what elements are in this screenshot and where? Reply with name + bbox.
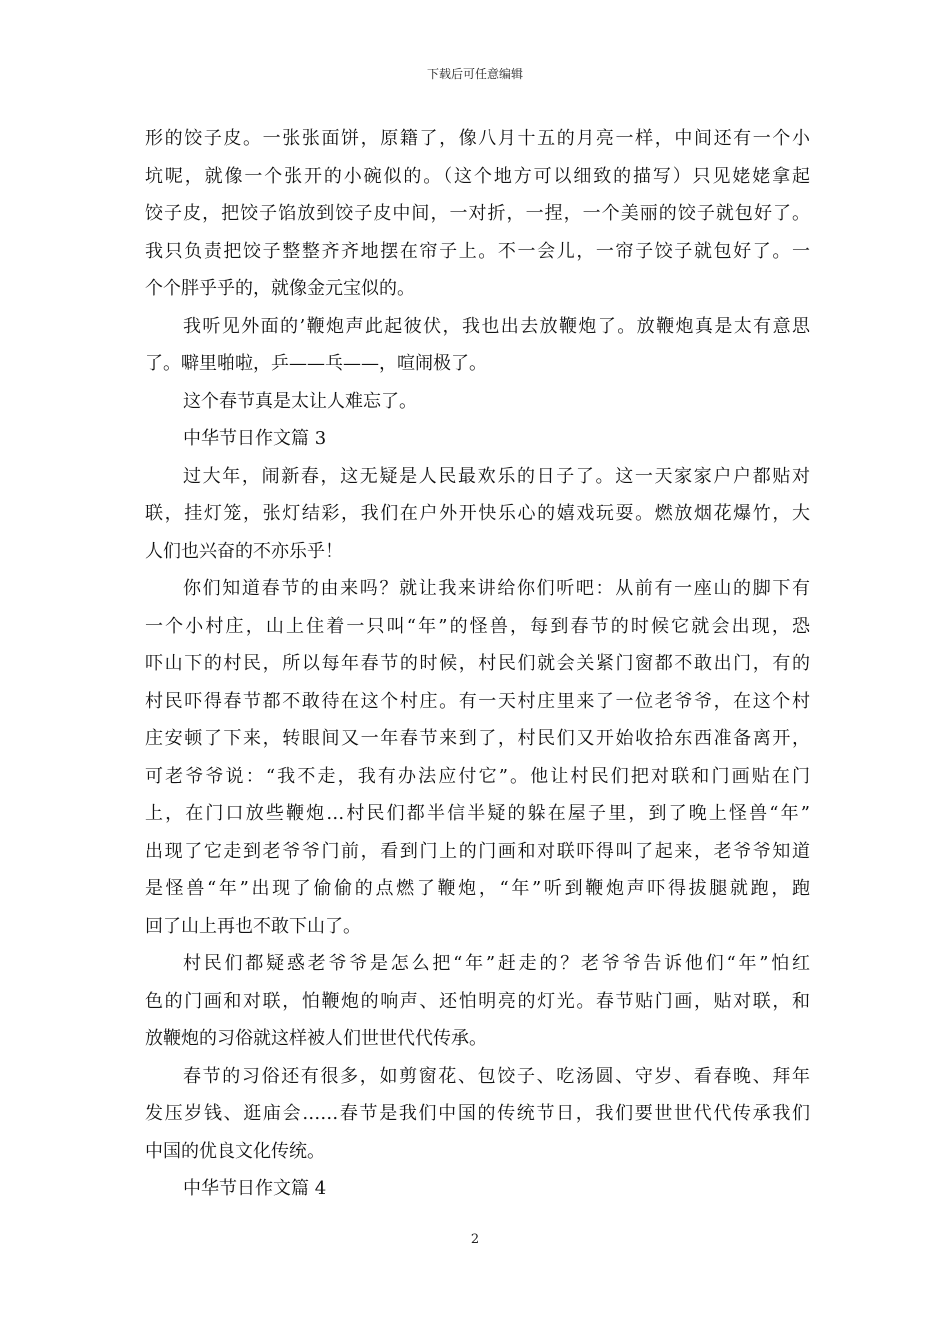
text-line: 这个春节真是太让人难忘了。 — [183, 390, 417, 412]
text-line: 回了山上再也不敢下山了。 — [145, 915, 361, 937]
text-line: 过大年，闹新春，这无疑是人民最欢乐的日子了。这一天家家户户都贴对 — [183, 465, 810, 487]
text-line: 中国的优良文化传统。 — [145, 1140, 325, 1162]
text-line: 人们也兴奋的不亦乐乎！ — [145, 540, 343, 562]
text-line: 色的门画和对联，怕鞭炮的响声、还怕明亮的灯光。春节贴门画，贴对联，和 — [145, 990, 810, 1012]
page-header: 下载后可任意编辑 — [426, 67, 523, 81]
text-line: 个个胖乎乎的，就像金元宝似的。 — [145, 278, 415, 299]
text-line: 村民吓得春节都不敢待在这个村庄。有一天村庄里来了一位老爷爷，在这个村 — [145, 690, 810, 712]
text-line: 发压岁钱、逛庙会……春节是我们中国的传统节日，我们要世世代代传承我们 — [145, 1103, 810, 1124]
page-number: 2 — [470, 1232, 480, 1247]
document-body — [145, 120, 810, 1208]
text-line: 联，挂灯笼，张灯结彩，我们在户外开快乐心的嬉戏玩耍。燃放烟花爆竹，大 — [145, 503, 810, 524]
text-line: 吓山下的村民，所以每年春节的时候，村民们就会关紧门窗都不敢出门，有的 — [145, 653, 810, 674]
text-line: 中华节日作文篇 3 — [183, 428, 327, 449]
text-line: 一个小村庄，山上住着一只叫“年”的怪兽，每到春节的时候它就会出现，恐 — [145, 615, 810, 637]
text-line: 饺子皮，把饺子馅放到饺子皮中间，一对折，一捏，一个美丽的饺子就包好了。 — [145, 203, 810, 224]
text-line: 是怪兽“年”出现了偷偷的点燃了鞭炮，“年”听到鞭炮声吓得拔腿就跑，跑 — [145, 878, 810, 899]
text-line: 放鞭炮的习俗就这样被人们世世代代传承。 — [145, 1028, 487, 1049]
text-line: 我只负责把饺子整整齐齐地摆在帘子上。不一会儿，一帘子饺子就包好了。一 — [145, 240, 810, 262]
text-line: 庄安顿了下来，转眼间又一年春节来到了，村民们又开始收拾东西准备离开， — [145, 728, 810, 749]
text-line: 春节的习俗还有很多，如剪窗花、包饺子、吃汤圆、守岁、看春晚、拜年 — [183, 1065, 810, 1087]
text-line: 上，在门口放些鞭炮…村民们都半信半疑的躲在屋子里，到了晚上怪兽“年” — [145, 803, 810, 824]
text-line: 出现了它走到老爷爷门前，看到门上的门画和对联吓得叫了起来，老爷爷知道 — [145, 840, 810, 862]
text-line: 你们知道春节的由来吗？就让我来讲给你们听吧：从前有一座山的脚下有 — [183, 578, 810, 599]
text-line: 形的饺子皮。一张张面饼，原籍了，像八月十五的月亮一样，中间还有一个小 — [145, 128, 810, 149]
text-line: 中华节日作文篇 4 — [183, 1178, 327, 1199]
text-line: 坑呢，就像一个张开的小碗似的。（这个地方可以细致的描写）只见姥姥拿起 — [145, 165, 810, 187]
text-line: 村民们都疑惑老爷爷是怎么把“年”赶走的？老爷爷告诉他们“年”怕红 — [183, 953, 810, 974]
text-line: 了。噼里啪啦，乒——乓——，喧闹极了。 — [145, 353, 487, 374]
text-line: 可老爷爷说：“我不走，我有办法应付它”。他让村民们把对联和门画贴在门 — [145, 765, 810, 787]
text-line: 我听见外面的’鞭炮声此起彼伏，我也出去放鞭炮了。放鞭炮真是太有意思 — [183, 315, 810, 337]
